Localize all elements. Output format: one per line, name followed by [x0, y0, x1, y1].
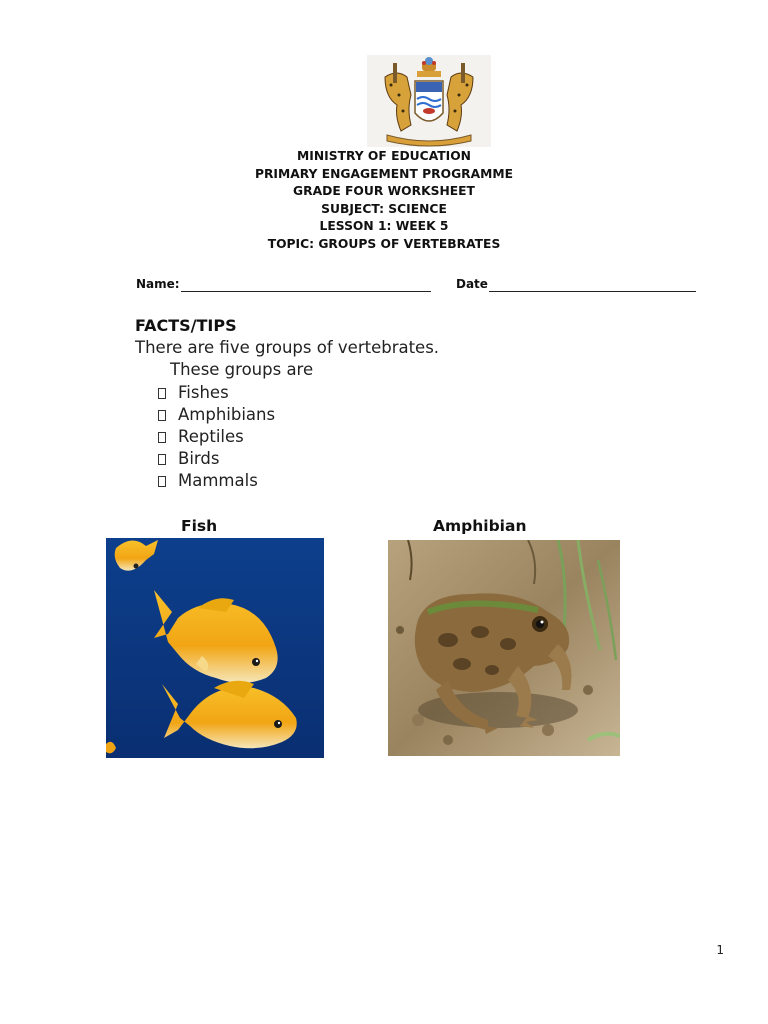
fish-caption: Fish	[181, 517, 218, 535]
checkbox-icon	[158, 476, 166, 487]
coat-of-arms-emblem	[367, 55, 491, 147]
facts-heading: FACTS/TIPS	[135, 316, 237, 335]
name-date-row	[136, 276, 706, 292]
checkbox-icon	[158, 454, 166, 465]
facts-subintro: These groups are	[170, 360, 314, 379]
amphibian-caption: Amphibian	[433, 517, 527, 535]
group-label-amphibians: Amphibians	[178, 404, 276, 424]
date-field[interactable]	[456, 276, 696, 292]
vertebrate-groups-list	[158, 381, 275, 491]
group-label-fishes: Fishes	[178, 382, 229, 402]
checkbox-icon	[158, 388, 166, 399]
group-label-reptiles: Reptiles	[178, 426, 244, 446]
lesson-title: LESSON 1: WEEK 5	[319, 219, 449, 233]
date-label: Date	[456, 277, 488, 291]
grade-title: GRADE FOUR WORKSHEET	[293, 184, 475, 198]
list-item	[158, 403, 275, 425]
checkbox-icon	[158, 432, 166, 443]
subject-title: SUBJECT: SCIENCE	[321, 201, 447, 216]
page-number: 1	[716, 943, 724, 957]
date-blank-line[interactable]	[489, 280, 696, 292]
ministry-title: MINISTRY OF EDUCATION	[297, 149, 471, 163]
group-label-mammals: Mammals	[178, 470, 258, 490]
name-label: Name:	[136, 277, 180, 291]
list-item	[158, 425, 275, 447]
list-item	[158, 447, 275, 469]
name-blank-line[interactable]	[181, 280, 431, 292]
amphibian-photo	[388, 540, 620, 756]
topic-title: TOPIC: GROUPS OF VERTEBRATES	[267, 236, 501, 251]
fish-photo	[106, 538, 324, 758]
worksheet-header	[0, 148, 768, 253]
name-field[interactable]	[136, 276, 431, 292]
list-item	[158, 469, 275, 491]
group-label-birds: Birds	[178, 448, 220, 468]
programme-title: PRIMARY ENGAGEMENT PROGRAMME	[254, 166, 514, 181]
facts-intro: There are five groups of vertebrates.	[135, 338, 440, 357]
list-item	[158, 381, 275, 403]
checkbox-icon	[158, 410, 166, 421]
